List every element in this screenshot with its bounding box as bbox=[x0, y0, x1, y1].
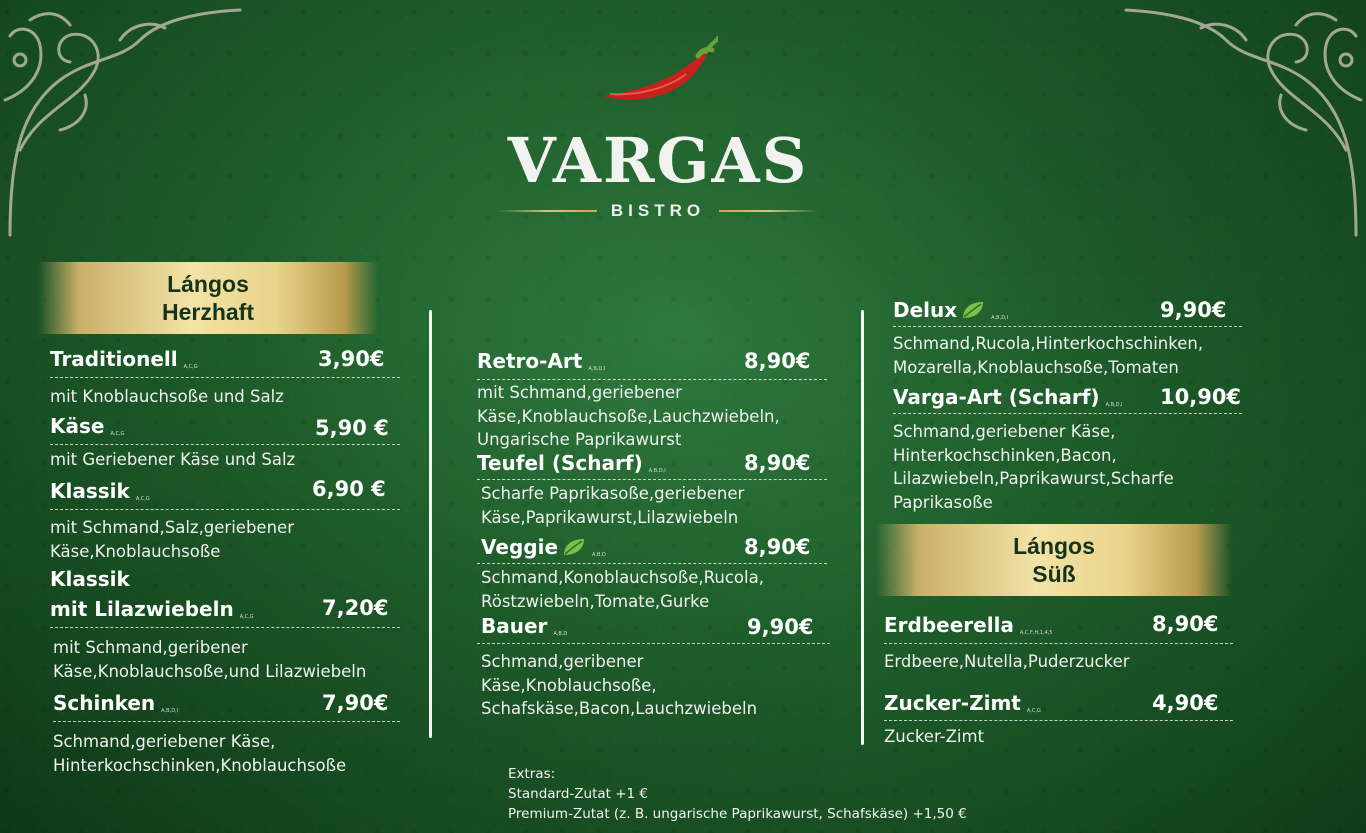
ornament-left bbox=[0, 0, 245, 240]
item-price: 3,90€ bbox=[318, 347, 385, 371]
item-description: mit Schmand,geribener Käse,Knoblauchsoße,und Lilazwiebeln bbox=[53, 638, 367, 681]
item-price: 6,90 € bbox=[312, 477, 386, 501]
allergen-code: A,B,D,I bbox=[648, 468, 666, 474]
extras-title: Extras: bbox=[508, 766, 556, 782]
allergen-code: A,C,G bbox=[1026, 708, 1041, 714]
item-name: Zucker-Zimt bbox=[884, 691, 1021, 715]
extras-premium: Premium-Zutat (z. B. ungarische Paprikawurst, Schafskäse) +1,50 € bbox=[508, 806, 967, 822]
item-price: 8,90€ bbox=[744, 451, 811, 475]
allergen-code: A,B,D bbox=[592, 552, 606, 558]
item-name: Käse bbox=[50, 414, 105, 438]
ornament-right bbox=[1121, 0, 1366, 240]
item-price: 8,90€ bbox=[1152, 612, 1219, 636]
allergen-code: A,C,G bbox=[239, 614, 254, 620]
column-divider bbox=[429, 310, 432, 738]
item-price: 8,90€ bbox=[744, 535, 811, 559]
item-description: mit Schmand,geriebener Käse,Knoblauchsoße,Lauchzwiebeln, Ungarische Paprikawurst bbox=[477, 383, 780, 449]
allergen-code: A,B,D,I bbox=[161, 708, 179, 714]
extras-note bbox=[508, 764, 967, 824]
item-description: Zucker-Zimt bbox=[884, 727, 985, 746]
column-divider bbox=[861, 310, 864, 745]
item-price: 4,90€ bbox=[1152, 691, 1219, 715]
item-price: 9,90€ bbox=[747, 615, 814, 639]
item-name: Schinken bbox=[53, 691, 156, 715]
allergen-code: A,C,F,H,1,4,5 bbox=[1019, 630, 1053, 636]
divider-rule bbox=[477, 563, 827, 564]
chili-icon bbox=[598, 34, 718, 114]
item-description: mit Knoblauchsoße und Salz bbox=[50, 387, 284, 406]
allergen-code: A,B,D,I bbox=[1105, 402, 1123, 408]
item-description: Schmand,geribener Käse,Knoblauchsoße, Schafskäse,Bacon,Lauchzwiebeln bbox=[481, 652, 758, 718]
allergen-code: A,B,D,I bbox=[588, 366, 606, 372]
divider-rule bbox=[893, 413, 1242, 414]
brand-name: VARGAS bbox=[507, 124, 809, 197]
item-description: mit Geriebener Käse und Salz bbox=[50, 450, 296, 469]
item-price: 9,90€ bbox=[1160, 298, 1227, 322]
item-price: 8,90€ bbox=[744, 349, 811, 373]
divider-rule bbox=[53, 721, 400, 722]
logo bbox=[490, 30, 826, 230]
item-name: Klassik bbox=[50, 479, 130, 503]
item-name: Teufel (Scharf) bbox=[477, 451, 643, 475]
item-description: Erdbeere,Nutella,Puderzucker bbox=[884, 652, 1130, 671]
item-description: Schmand,geriebener Käse, Hinterkochschinken,Knoblauchsoße bbox=[53, 732, 347, 775]
item-name: Erdbeerella bbox=[884, 613, 1014, 637]
allergen-code: A,B,D bbox=[553, 631, 568, 637]
item-description: Schmand,Konoblauchsoße,Rucola, Röstzwiebeln,Tomate,Gurke bbox=[481, 568, 764, 611]
item-name: mit Lilazwiebeln bbox=[50, 597, 234, 621]
item-name: Delux bbox=[893, 298, 958, 322]
item-description: Schmand,geriebener Käse, Hinterkochschinken,Bacon, Lilazwiebeln,Paprikawurst,Scharfe Paprikasoße bbox=[893, 422, 1174, 512]
divider-rule bbox=[50, 509, 400, 510]
divider-rule bbox=[884, 720, 1233, 721]
item-name: Varga-Art (Scharf) bbox=[893, 385, 1100, 409]
item-price: 7,90€ bbox=[322, 691, 389, 715]
allergen-code: A,C,G bbox=[110, 431, 125, 437]
item-name: Retro-Art bbox=[477, 349, 583, 373]
divider-rule bbox=[893, 326, 1242, 327]
item-name: Veggie bbox=[481, 535, 559, 559]
item-description: Schmand,Rucola,Hinterkochschinken, Mozarella,Knoblauchsoße,Tomaten bbox=[893, 334, 1204, 377]
section-banner-herzhaft: Lángos Herzhaft bbox=[38, 262, 378, 334]
item-description: Scharfe Paprikasoße,geriebener Käse,Paprikawurst,Lilazwiebeln bbox=[481, 484, 745, 527]
item-name: Klassik bbox=[50, 567, 130, 591]
item-price: 10,90€ bbox=[1160, 385, 1242, 409]
leaf-icon bbox=[562, 537, 586, 557]
brand-subtitle: BISTRO bbox=[490, 201, 826, 221]
leaf-icon bbox=[961, 300, 985, 320]
item-price: 5,90 € bbox=[315, 416, 389, 440]
allergen-code: A,C,G bbox=[135, 496, 150, 502]
allergen-code: A,B,D,I bbox=[991, 315, 1009, 321]
item-description: mit Schmand,Salz,geriebener Käse,Knoblauchsoße bbox=[50, 518, 294, 561]
divider-rule bbox=[50, 444, 400, 445]
section-banner-suess: Lángos Süß bbox=[876, 524, 1232, 596]
extras-standard: Standard-Zutat +1 € bbox=[508, 786, 649, 802]
allergen-code: A,C,G bbox=[183, 364, 198, 370]
item-name: Traditionell bbox=[50, 347, 178, 371]
item-name: Bauer bbox=[481, 614, 548, 638]
divider-rule bbox=[477, 643, 830, 644]
divider-rule bbox=[50, 627, 400, 628]
item-price: 7,20€ bbox=[322, 596, 389, 620]
divider-rule bbox=[50, 377, 400, 378]
divider-rule bbox=[477, 479, 827, 480]
divider-rule bbox=[884, 643, 1233, 644]
divider-rule bbox=[477, 379, 827, 380]
